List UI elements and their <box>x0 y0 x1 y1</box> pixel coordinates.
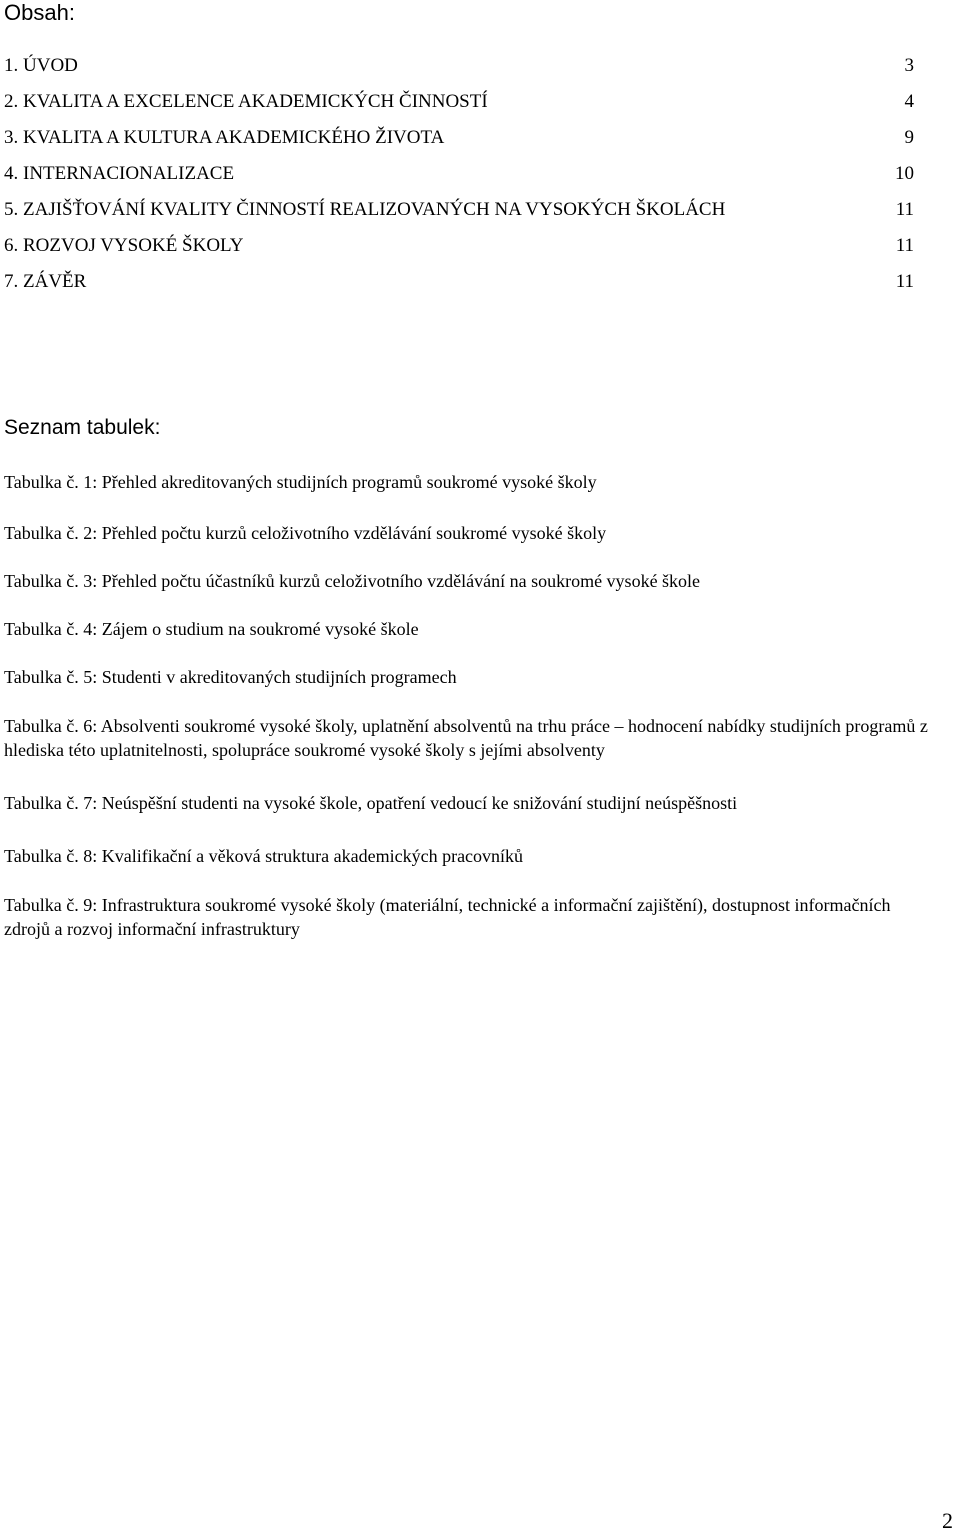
contents-heading: Obsah: <box>4 0 75 25</box>
table-list-item[interactable]: Tabulka č. 5: Studenti v akreditovaných studijních programech <box>4 667 457 687</box>
tables-heading: Seznam tabulek: <box>4 416 161 439</box>
toc-entry-page: 11 <box>895 235 914 256</box>
toc-entry-title: 1. ÚVOD <box>4 55 78 76</box>
table-list-item[interactable]: Tabulka č. 2: Přehled počtu kurzů celoživotního vzdělávání soukromé vysoké školy <box>4 523 607 543</box>
toc-entry[interactable] <box>4 197 916 233</box>
toc-entry-title: 3. KVALITA A KULTURA AKADEMICKÉHO ŽIVOTA <box>4 127 445 148</box>
toc-entry[interactable] <box>4 269 916 305</box>
toc-entry[interactable] <box>4 89 916 125</box>
table-list-item[interactable]: Tabulka č. 1: Přehled akreditovaných studijních programů soukromé vysoké školy <box>4 472 597 492</box>
toc-entry[interactable] <box>4 53 916 89</box>
toc-entry-title: 4. INTERNACIONALIZACE <box>4 163 235 184</box>
toc-entry-page: 4 <box>904 91 914 112</box>
toc-entry-title: 6. ROZVOJ VYSOKÉ ŠKOLY <box>4 235 244 256</box>
table-list-item[interactable]: Tabulka č. 9: Infrastruktura soukromé vysoké školy (materiální, technické a informační zajištění), dostupnost informačních zdrojů a rozvoj informační infrastruktury <box>4 895 891 939</box>
toc-entry-page: 10 <box>895 163 914 184</box>
table-list-item[interactable]: Tabulka č. 6: Absolventi soukromé vysoké školy, uplatnění absolventů na trhu práce – hodnocení nabídky studijních programů z hlediska této uplatnitelnosti, spolupráce soukromé vysoké školy s jejími absolventy <box>4 716 928 760</box>
table-of-contents <box>4 53 916 305</box>
toc-entry-page: 3 <box>904 55 914 76</box>
table-list-item[interactable]: Tabulka č. 8: Kvalifikační a věková struktura akademických pracovníků <box>4 846 524 866</box>
toc-entry[interactable] <box>4 161 916 197</box>
toc-entry-title: 5. ZAJIŠŤOVÁNÍ KVALITY ČINNOSTÍ REALIZOVANÝCH NA VYSOKÝCH ŠKOLÁCH <box>4 199 726 220</box>
page-number: 2 <box>942 1508 953 1533</box>
toc-entry-page: 11 <box>895 199 914 220</box>
toc-entry-page: 9 <box>904 127 914 148</box>
toc-entry-title: 2. KVALITA A EXCELENCE AKADEMICKÝCH ČINNOSTÍ <box>4 91 488 112</box>
table-list-item[interactable]: Tabulka č. 3: Přehled počtu účastníků kurzů celoživotního vzdělávání na soukromé vysoké škole <box>4 571 701 591</box>
toc-entry[interactable] <box>4 233 916 269</box>
toc-entry-page: 11 <box>895 271 914 292</box>
toc-entry-title: 7. ZÁVĚR <box>4 271 87 292</box>
table-list-item[interactable]: Tabulka č. 4: Zájem o studium na soukromé vysoké škole <box>4 619 419 639</box>
table-list-item[interactable]: Tabulka č. 7: Neúspěšní studenti na vysoké škole, opatření vedoucí ke snižování studijní neúspěšnosti <box>4 793 738 813</box>
toc-entry[interactable] <box>4 125 916 161</box>
